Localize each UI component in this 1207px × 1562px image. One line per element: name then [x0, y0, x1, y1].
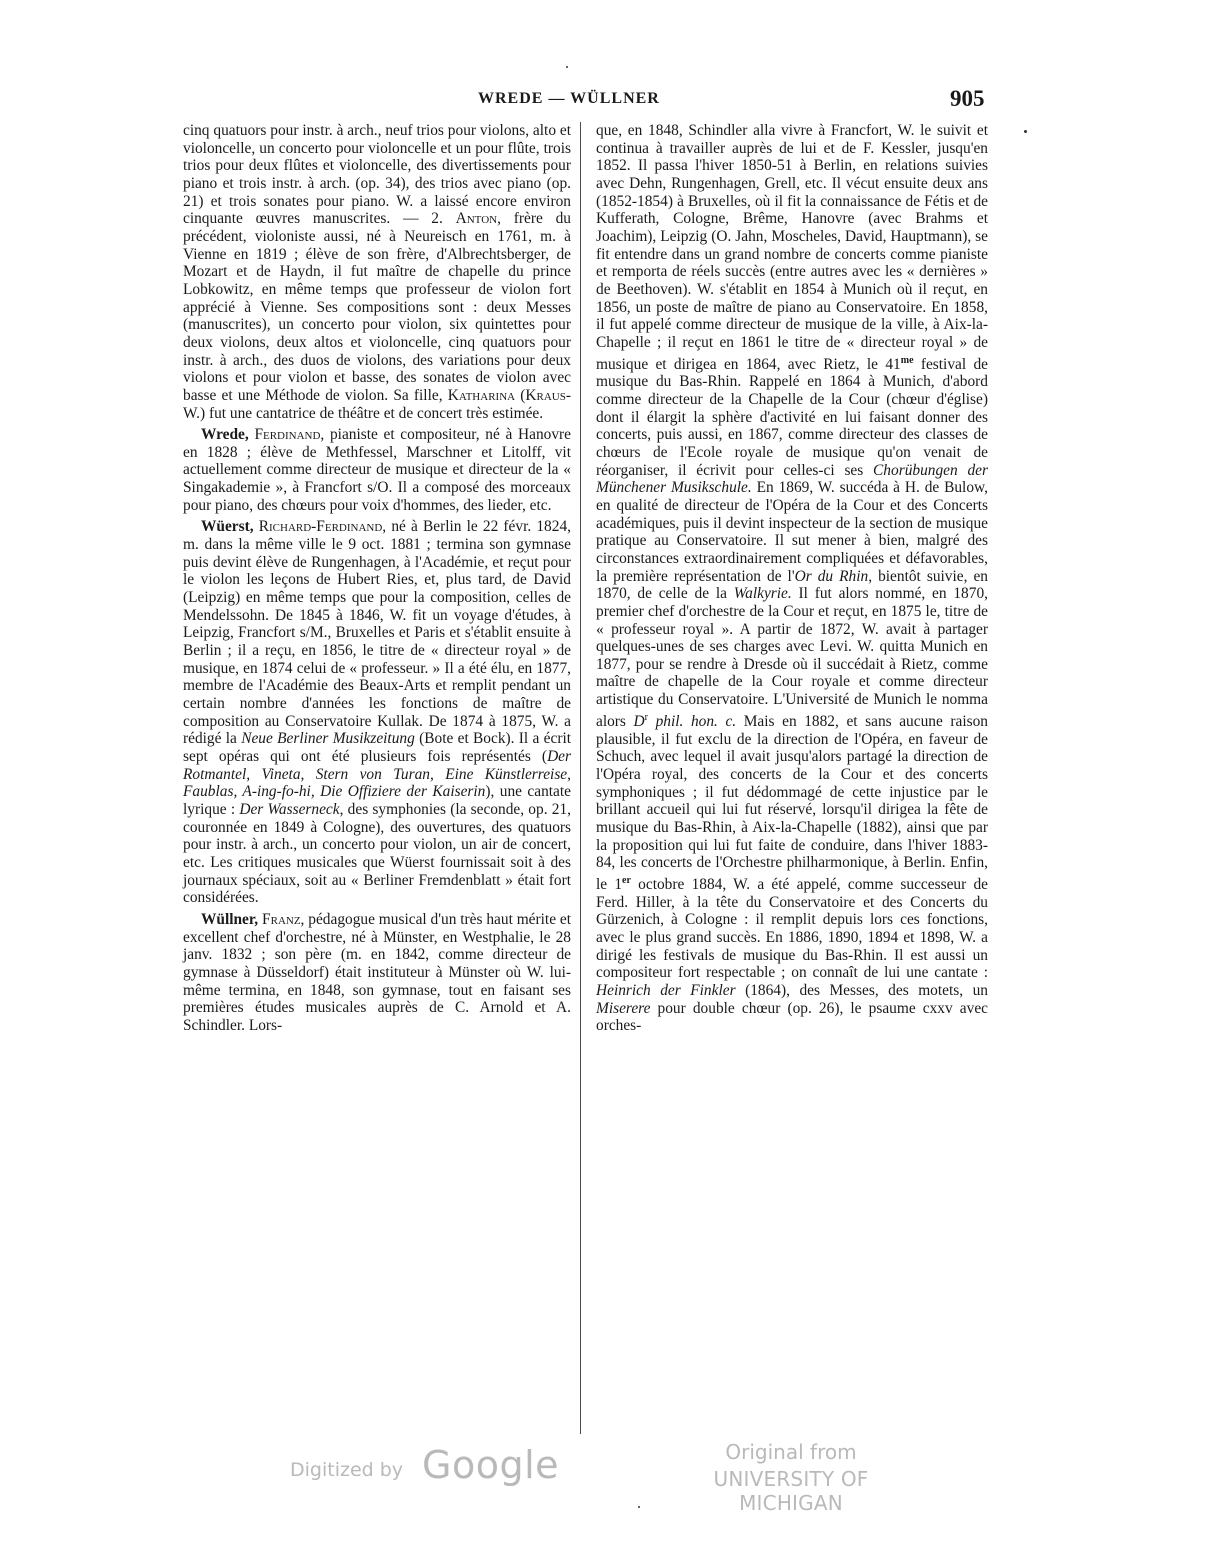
work-title: Der Rotmantel, Vineta, Stern von Turan, Eine Künstlerreise, Faublas, A-ing-fo-hi, Die Offiziere der Kaiserin — [183, 747, 571, 801]
original-from-watermark — [666, 1440, 926, 1515]
entry-text: que, en 1848, Schindler alla vivre à Francfort, W. le suivit et continua à travailler auprès de lui et de F. Kessler, jusqu'en 1852. Il passa l'hiver 1850-51 à Berlin, en relations suivies avec Dehn, Rungenhagen, Grell, etc. Il vécut ensuite deux ans (1852-1854) à Bruxelles, où il fit la connaissance de Fétis et de Kufferath, Cologne, Brême, Hanovre (avec Brahms et Joachim), Leipzig (O. Jahn, Moscheles, David, Hauptmann), se fit entendre dans un grand nombre de concerts comme pianiste et remporta de réels succès (entre autres avec les « dernières » de Beethoven). W. s'établit en 1854 à Munich où il reçut, en 1856, un poste de maître de piano au Conservatoire. En 1858, il fut appelé comme directeur de musique de la ville, à Aix-la-Chapelle ; il reçut en 1861 le titre de « directeur royal » de musique et dirigea en 1864, avec Rietz, le 41 — [596, 122, 988, 373]
person-name: Katharina (Kraus-W.) — [183, 386, 571, 422]
entry-text: pianiste et compositeur, né à Hanovre en 1828 ; élève de Methfessel, Marschner et Litolff, vit actuellement comme directeur de musique et directeur de la « Singakademie », à Francfort s/O. Il a composé des morceaux pour piano, des chœurs pour voix d'hommes, des lieder, etc. — [183, 426, 571, 514]
entry-text: (1864), des Messes, des motets, un — [735, 981, 988, 999]
entry-wullner — [183, 911, 571, 1035]
paragraph-text: , frère du précédent, violoniste aussi, né à Neureisch en 1761, m. à Vienne en 1819 ; élève de son frère, d'Albrechtsberger, de Mozart et de Haydn, il fut maître de chapelle du prince Lobkowitz, en même temps que professeur de violon fort apprécié à Vienne. Ses compositions sont : deux Messes (manuscrites), un concerto pour violon, six quintettes pour deux violons, deux altos et violoncelle, cinq quatuors pour instr. à arch., des duos de violons, des variations pour deux violons et pour violon et basse, des sonates de violon avec basse et une Méthode de violon. Sa fille, — [183, 210, 571, 404]
scan-speck — [1024, 130, 1027, 133]
entry-wuerst — [183, 518, 571, 906]
entry-text: pour double chœur (op. 26), le psaume cxxv avec orches- — [596, 999, 988, 1035]
paragraph-text: cinq quatuors pour instr. à arch., neuf trios pour violons, alto et violoncelle, un concerto pour violoncelle et un pour flûte, trois trios pour deux flûtes et violoncelle, des divertissements pour piano et trois instr. à arch. (op. 34), des trios avec piano (op. 21) et trois sonates pour piano. W. a laissé encore environ cinquante œuvres manuscrites. — 2. — [183, 122, 571, 228]
entry-headword: Wüllner, — [201, 910, 259, 928]
entry-wrede — [183, 426, 571, 514]
work-title: Walkyrie. — [733, 585, 792, 603]
entry-headword: Wrede, — [201, 426, 249, 444]
running-head — [0, 88, 1207, 114]
degree-abbrev: phil. hon. c. — [647, 712, 737, 730]
digitized-by-text: Digitized by — [290, 1459, 404, 1481]
university-text: UNIVERSITY OF MICHIGAN — [713, 1467, 869, 1515]
superscript: me — [900, 354, 914, 366]
work-title: Heinrich der Finkler — [596, 981, 736, 999]
scan-speck — [566, 66, 568, 68]
entry-text: Mais en 1882, et sans aucune raison plausible, il fut exclu de la direction de l'Opéra, en faveur de Schuch, avec lequel il avait jusqu'alors partagé la direction de l'Opéra royal, des concerts de la Cour et des concerts symphoniques ; il fut dédommagé de cette injustice par le brillant accueil qui lui fut réservé, lorsqu'il dirigea la fête de musique du Bas-Rhin, à Aix-la-Chapelle (1882), ainsi que par la proposition qui lui fut faite de conduire, dans l'hiver 1883-84, les concerts de l'Orchestre philharmonique, à Berlin. Enfin, le 1 — [596, 712, 989, 893]
degree-abbrev: D — [633, 712, 645, 730]
superscript: er — [622, 874, 631, 886]
work-title: Or du Rhin — [794, 567, 869, 585]
entry-text: pédagogue musical d'un très haut mérite et excellent chef d'orchestre, né à Münster, en Westphalie, le 28 janv. 1832 ; son père (m. en 1842, comme directeur de gymnase à Düsseldorf) était instituteur à Münster où W. lui-même termina, en 1848, son gymnase, tout en faisant ses premières études musicales auprès de C. Arnold et A. Schindler. Lors- — [183, 910, 571, 1034]
entry-forename: Richard-Ferdinand, — [258, 518, 387, 536]
work-title: Neue Berliner Musikzeitung — [241, 730, 415, 748]
entry-forename: Franz, — [262, 910, 305, 928]
entry-text: ), une cantate lyrique : — [183, 783, 571, 818]
entry-text: festival de musique du Bas-Rhin. Rappelé en 1864 à Munich, d'abord comme directeur de la Chapelle de la Cour (chœur d'église) dont il élargit la sphère d'activité en lui faisant donner des concerts, puis aussi, en 1867, comme directeur des classes de chœurs de l'Ecole royale de musique qu'on venait de réorganiser, il écrivit pour celles-ci ses — [596, 355, 988, 479]
scan-speck — [638, 1506, 640, 1508]
entry-text: , des symphonies (la seconde, op. 21, couronnée en 1849 à Cologne), des ouvertures, des quatuors pour instr. à arch., un concerto pour violon, un air de concert, etc. Les critiques musicales que Wüerst fournissait soit à des journaux spéciaux, soit au « Berliner Fremdenblatt » était fort considérées. — [183, 800, 572, 907]
entry-text: né à Berlin le 22 févr. 1824, m. dans la même ville le 9 oct. 1881 ; termina son gymnase puis devint élève de Rungenhagen, à l'Académie, et reçut pour le violon les leçons de Hubert Ries, et, plus tard, de David (Leipzig) en même temps que pour la composition, celles de Mendelssohn. De 1845 à 1846, W. fit un voyage d'études, à Leipzig, Francfort s/M., Bruxelles et Paris et s'établit ensuite à Berlin ; il a reçu, en 1856, le titre de « directeur royal » de musique, en 1874 celui de « professeur. » Il a été élu, en 1877, membre de l'Académie des Beaux-Arts et remplit pendant un certain nombre d'années les fonctions de maître de composition au Conservatoire Kullak. De 1874 à 1875, W. a rédigé la — [183, 518, 571, 748]
entry-text: En 1869, W. succéda à H. de Bulow, en qualité de directeur de l'Opéra de la Cour et des Concerts académiques, puis il devint inspecteur de la section de musique pratique au Conservatoire. Il sut mener à bien, malgré des circonstances extraordinairement compliquées et défavorables, la première représentation de l' — [596, 479, 988, 585]
work-title: Der Wasserneck — [239, 800, 340, 818]
entry-text: , bientôt suivie, en 1870, de celle de la — [596, 567, 988, 603]
entry-forename: Ferdinand, — [254, 426, 325, 444]
paragraph-wranitzky-continued — [183, 122, 571, 422]
column-divider — [580, 122, 581, 1434]
entry-headword: Wüerst, — [201, 518, 254, 536]
page-number: 905 — [950, 86, 985, 111]
entry-text: octobre 1884, W. a été appelé, comme successeur de Ferd. Hiller, à la tête du Conservatoire et des Concerts du Gürzenich, à Cologne : il remplit depuis lors ces fonctions, avec le plus grand succès. En 1886, 1890, 1894 et 1898, W. a dirigé les festivals de musique du Bas-Rhin. Il est aussi un compositeur fort respectable ; on connaît de lui une cantate : — [596, 875, 988, 982]
google-logo: Google — [422, 1443, 560, 1487]
entry-wullner-continued — [596, 122, 988, 1035]
paragraph-text: fut une cantatrice de théâtre et de concert très estimée. — [205, 404, 544, 422]
digitized-by-google-watermark — [290, 1443, 580, 1488]
work-title: Chorübungen der Münchener Musikschule. — [596, 461, 988, 497]
original-from-text: Original from — [725, 1440, 857, 1464]
entry-text: (Bote et Bock). Il a écrit sept opéras qui ont été plusieurs fois représentés ( — [183, 730, 571, 765]
person-name: Anton — [455, 210, 498, 228]
left-column — [183, 122, 571, 1034]
work-title: Miserere — [596, 999, 651, 1017]
running-head-title: WREDE — WÜLLNER — [478, 90, 660, 107]
right-column — [596, 122, 988, 1035]
superscript: r — [644, 711, 648, 723]
entry-text: Il fut alors nommé, en 1870, premier chef d'orchestre de la Cour et reçut, en 1875 le, titre de « professeur royal ». A partir de 1872, W. avait à partager quelques-unes de ses charges avec Levi. W. quitta Munich en 1877, pour se rendre à Dresde où il succédait à Rietz, comme maître de chapelle de la Cour royale et comme directeur artistique du Conservatoire. L'Université de Munich le nomma alors — [596, 585, 988, 730]
